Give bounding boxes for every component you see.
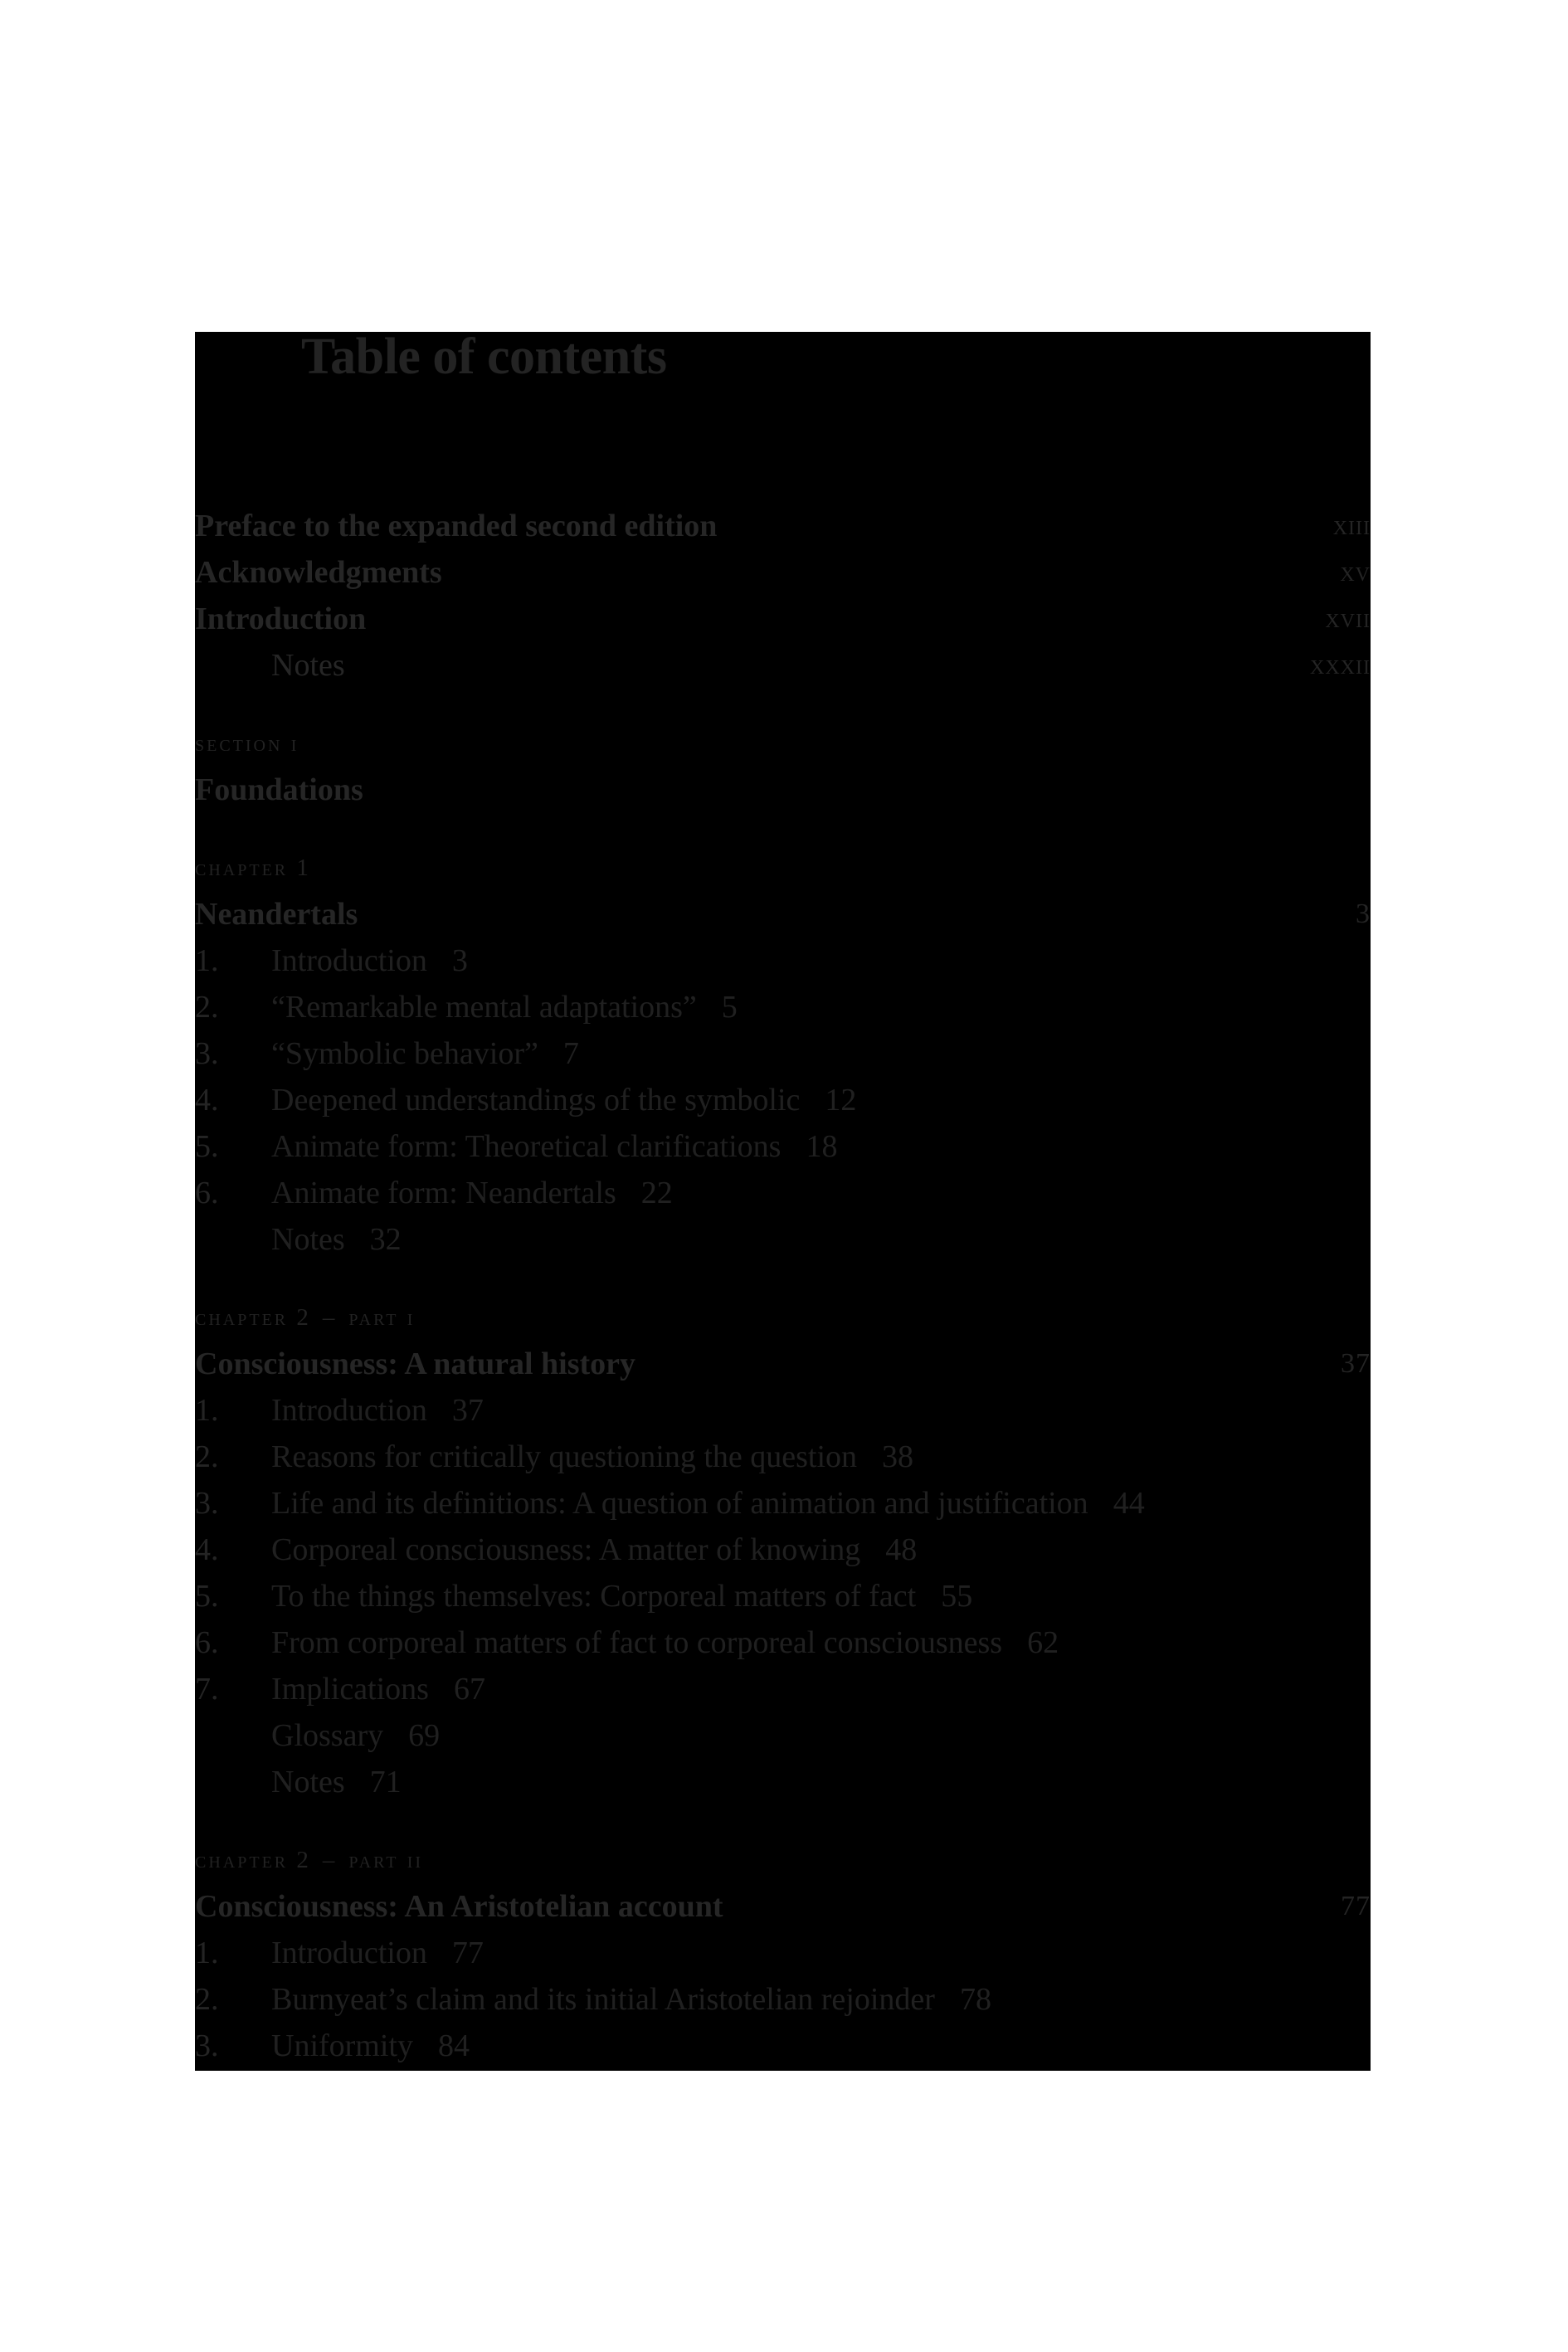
chapter-page: 77	[1341, 1891, 1371, 1921]
toc-entry-page: xxxii	[1310, 650, 1371, 680]
toc-entry-introduction[interactable]	[195, 596, 1371, 642]
chapter-title-label: Consciousness: An Aristotelian account	[195, 1889, 723, 1924]
item-page: 3	[451, 943, 468, 978]
item-number: 7.	[195, 1672, 219, 1707]
section-title-label: Foundations	[195, 772, 363, 807]
item-page: 77	[451, 1936, 484, 1970]
toc-item[interactable]	[195, 1480, 1371, 1527]
toc-item[interactable]	[195, 1712, 1371, 1759]
kicker-dash: –	[322, 1304, 338, 1331]
toc-entry-notes[interactable]	[195, 642, 1371, 689]
item-number: 6.	[195, 1625, 219, 1660]
toc-page	[195, 329, 1371, 2071]
item-page: 38	[882, 1439, 914, 1474]
toc-item[interactable]	[195, 1930, 1371, 1976]
kicker-dash: –	[322, 1847, 338, 1873]
toc-entry-label: Notes	[271, 648, 345, 683]
item-page: 48	[885, 1532, 918, 1567]
item-page: 78	[959, 1982, 991, 2017]
chapter-kicker	[195, 1837, 1371, 1883]
toc-entry-preface[interactable]	[195, 503, 1371, 549]
section-title[interactable]	[195, 767, 1371, 813]
chapter-kicker: chapter 1	[195, 855, 311, 881]
toc-item[interactable]	[195, 1216, 1371, 1263]
item-number: 6.	[195, 1176, 219, 1210]
item-number: 2.	[195, 990, 219, 1025]
section-kicker: section i	[195, 730, 299, 757]
toc-item[interactable]	[195, 1434, 1371, 1480]
toc-item[interactable]	[195, 1387, 1371, 1434]
toc-item[interactable]	[195, 984, 1371, 1030]
item-label: From corporeal matters of fact to corporeal consciousness	[271, 1625, 1003, 1660]
item-number: 1.	[195, 1936, 219, 1970]
chapter-title-aristotelian[interactable]	[195, 1883, 1371, 1930]
toc-item[interactable]	[195, 1976, 1371, 2023]
kicker-chapter: chapter 2	[195, 1847, 311, 1873]
item-number: 3.	[195, 2028, 219, 2063]
item-label: “Remarkable mental adaptations”	[271, 990, 697, 1025]
toc-item[interactable]	[195, 1527, 1371, 1573]
toc-item[interactable]	[195, 1619, 1371, 1666]
item-label: Implications	[271, 1672, 429, 1707]
page-title: Table of contents	[301, 329, 667, 385]
item-label: Introduction	[271, 943, 427, 978]
item-label: “Symbolic behavior”	[271, 1036, 538, 1071]
toc-item[interactable]	[195, 1573, 1371, 1619]
item-page: 67	[453, 1672, 485, 1707]
item-label: Notes	[271, 1222, 345, 1257]
toc-entry-label: Preface to the expanded second edition	[195, 509, 718, 543]
item-label: Uniformity	[271, 2028, 413, 2063]
chapter-page: 37	[1341, 1348, 1371, 1379]
chapter-kicker	[195, 1294, 1371, 1341]
item-label: Life and its definitions: A question of animation and justification	[271, 1486, 1088, 1521]
item-page: 7	[562, 1036, 579, 1071]
item-number: 1.	[195, 943, 219, 978]
toc-item[interactable]	[195, 1030, 1371, 1077]
toc-entry-page: xvii	[1325, 603, 1371, 634]
item-number: 3.	[195, 1036, 219, 1071]
item-number: 4.	[195, 1083, 219, 1118]
chapter-title-natural-history[interactable]	[195, 1341, 1371, 1387]
item-label: Introduction	[271, 1936, 427, 1970]
kicker-chapter: chapter 2	[195, 1304, 311, 1331]
toc-entry-acknowledgments[interactable]	[195, 549, 1371, 596]
kicker-part: part i	[348, 1304, 416, 1331]
chapter-title-label: Consciousness: A natural history	[195, 1346, 636, 1381]
chapter-title-label: Neandertals	[195, 897, 358, 932]
kicker-part: part ii	[348, 1847, 424, 1873]
toc-item[interactable]	[195, 1170, 1371, 1216]
item-label: Reasons for critically questioning the question	[271, 1439, 858, 1474]
toc-item[interactable]	[195, 937, 1371, 984]
toc-entry-page: xv	[1340, 557, 1371, 587]
toc-item[interactable]	[195, 1666, 1371, 1712]
toc-item[interactable]	[195, 2023, 1371, 2069]
item-number: 2.	[195, 1982, 219, 2017]
item-label: Deepened understandings of the symbolic	[271, 1083, 801, 1118]
item-page: 55	[941, 1579, 973, 1614]
item-page: 44	[1113, 1486, 1145, 1521]
toc-item[interactable]	[195, 1123, 1371, 1170]
item-number: 5.	[195, 1579, 219, 1614]
item-page: 71	[369, 1765, 402, 1799]
item-number: 2.	[195, 1439, 219, 1474]
item-label: Introduction	[271, 1393, 427, 1428]
item-label: Corporeal consciousness: A matter of knowing	[271, 1532, 861, 1567]
item-page: 18	[806, 1129, 838, 1164]
item-label: Burnyeat’s claim and its initial Aristotelian rejoinder	[271, 1982, 935, 2017]
item-page: 37	[451, 1393, 484, 1428]
item-page: 22	[640, 1176, 673, 1210]
item-label: Notes	[271, 1765, 345, 1799]
toc-entry-label: Acknowledgments	[195, 555, 442, 590]
item-page: 32	[369, 1222, 402, 1257]
item-number: 1.	[195, 1393, 219, 1428]
chapter-page: 3	[1356, 898, 1371, 929]
item-number: 4.	[195, 1532, 219, 1567]
item-page: 12	[825, 1083, 857, 1118]
item-page: 84	[437, 2028, 470, 2063]
item-page: 69	[408, 1718, 441, 1753]
item-number: 3.	[195, 1486, 219, 1521]
chapter-title-neandertals[interactable]	[195, 891, 1371, 937]
item-label: Glossary	[271, 1718, 384, 1753]
item-number: 5.	[195, 1129, 219, 1164]
item-label: Animate form: Theoretical clarifications	[271, 1129, 782, 1164]
toc-body	[195, 503, 1371, 2069]
toc-item[interactable]	[195, 1077, 1371, 1123]
toc-item[interactable]	[195, 1759, 1371, 1805]
item-page: 5	[721, 990, 738, 1025]
toc-entry-page: xiii	[1332, 510, 1371, 541]
toc-entry-label: Introduction	[195, 601, 367, 636]
item-page: 62	[1027, 1625, 1059, 1660]
item-label: Animate form: Neandertals	[271, 1176, 616, 1210]
item-label: To the things themselves: Corporeal matters of fact	[271, 1579, 917, 1614]
